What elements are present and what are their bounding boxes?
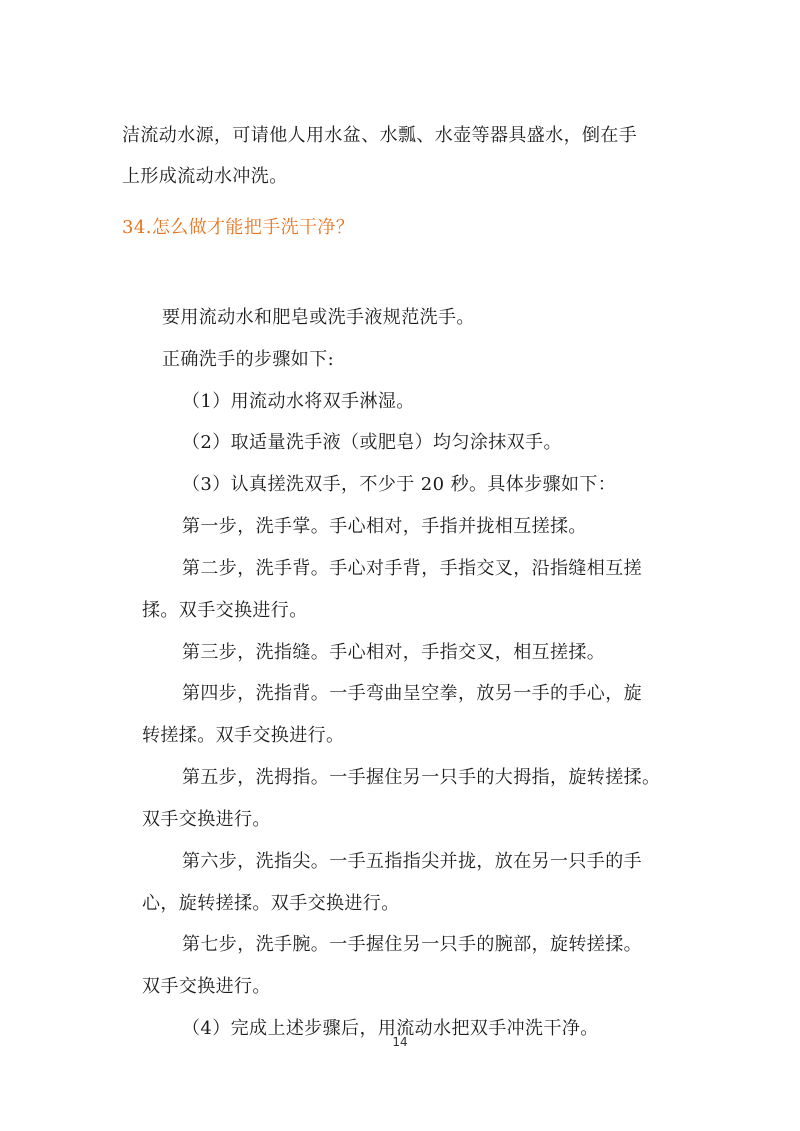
body-line-15: 心，旋转搓揉。双手交换进行。 (142, 893, 400, 914)
body-line-7: 第二步，洗手背。手心对手背，手指交叉，沿指缝相互搓 (182, 558, 642, 579)
body-line-3: （1）用流动水将双手淋湿。 (182, 391, 415, 412)
body-line-1: 要用流动水和肥皂或洗手液规范洗手。 (162, 307, 475, 328)
section-title: 34.怎么做才能把手洗干净？ (122, 217, 355, 238)
body-line-6: 第一步，洗手掌。手心相对，手指并拢相互搓揉。 (182, 516, 587, 537)
body-line-9: 第三步，洗指缝。手心相对，手指交叉，相互搓揉。 (182, 642, 606, 663)
body-line-10: 第四步，洗指背。一手弯曲呈空拳，放另一手的手心，旋 (182, 683, 642, 704)
page-number: 14 (392, 1035, 408, 1049)
body-line-13: 双手交换进行。 (142, 809, 271, 830)
body-line-14: 第六步，洗指尖。一手五指指尖并拢，放在另一只手的手 (182, 851, 642, 872)
body-line-8: 揉。双手交换进行。 (142, 600, 308, 621)
body-line-17: 双手交换进行。 (142, 976, 271, 997)
body-line-11: 转搓揉。双手交换进行。 (142, 725, 345, 746)
body-line-2: 正确洗手的步骤如下: (162, 349, 335, 370)
intro-line-1: 洁流动水源，可请他人用水盆、水瓢、水壶等器具盛水，倒在手 (122, 125, 638, 146)
body-line-16: 第七步，洗手腕。一手握住另一只手的腕部，旋转搓揉。 (182, 934, 642, 955)
body-line-18: （4）完成上述步骤后，用流动水把双手冲洗干净。 (182, 1018, 599, 1039)
intro-line-2: 上形成流动水冲洗。 (122, 166, 288, 187)
body-line-12: 第五步，洗拇指。一手握住另一只手的大拇指，旋转搓揉。 (182, 767, 661, 788)
body-line-4: （2）取适量洗手液（或肥皂）均匀涂抹双手。 (182, 432, 562, 453)
body-line-5: （3）认真搓洗双手，不少于 20 秒。具体步骤如下： (182, 474, 617, 495)
